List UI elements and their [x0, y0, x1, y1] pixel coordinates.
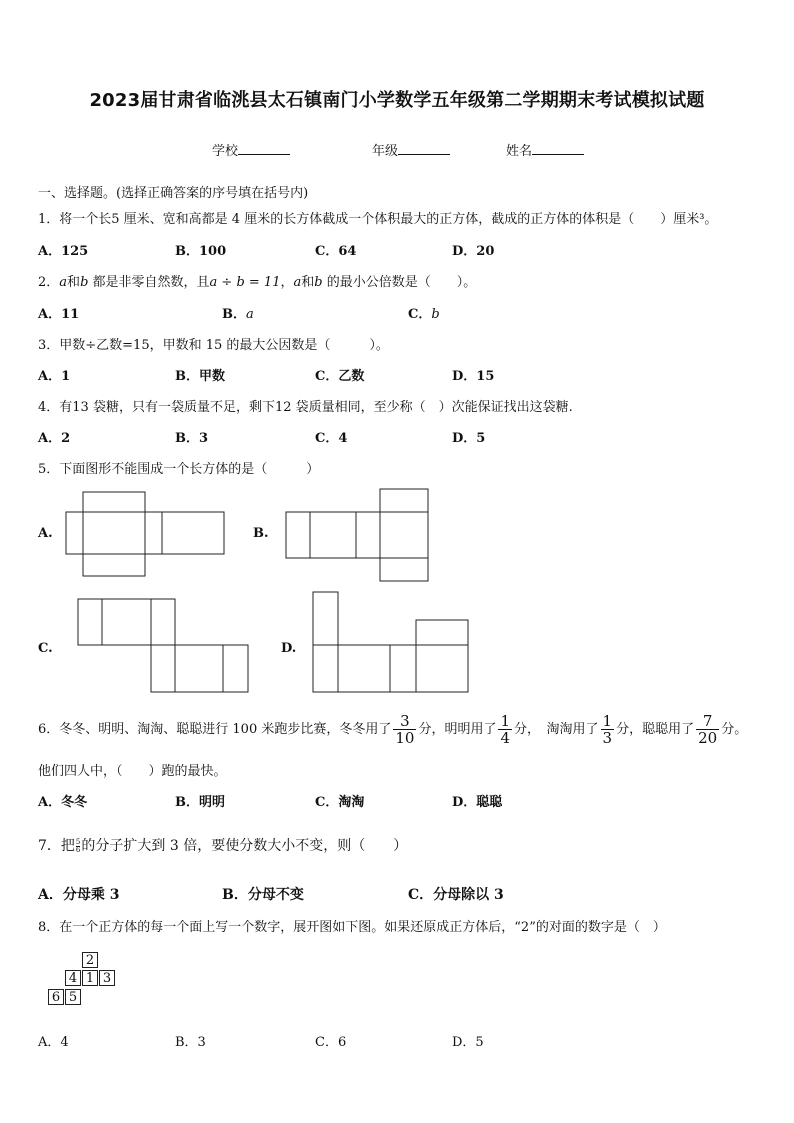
net-figure-d	[313, 592, 471, 694]
net-figure-c	[78, 599, 250, 694]
q3-option-c[interactable]: C．乙数	[315, 369, 365, 384]
net-d-face-1	[313, 645, 338, 692]
net-b-face-1	[286, 512, 310, 558]
name-blank[interactable]	[532, 142, 584, 155]
q4-option-d[interactable]: D．5	[452, 431, 486, 446]
name-label: 姓名	[506, 144, 533, 159]
net-cell-5: 5	[65, 989, 81, 1005]
net-c-face-4	[151, 645, 175, 692]
net-c-face-3	[151, 599, 175, 645]
fraction-7-20: $\frac{7}{20}$	[698, 712, 718, 747]
question-2: 2．a和b 都是非零自然数，且a ÷ b = 11，a和b 的最小公倍数是（ ）。	[38, 275, 477, 290]
q1-option-a[interactable]: A．125	[38, 244, 89, 259]
net-d-face-4	[416, 645, 468, 692]
school-field	[212, 140, 290, 159]
net-cell-3: 3	[99, 970, 115, 986]
net-d-upper-face	[416, 620, 468, 645]
q3-option-d[interactable]: D．15	[452, 369, 495, 384]
question-5: 5．下面图形不能围成一个长方体的是（ ）	[38, 462, 320, 477]
q1-option-d[interactable]: D．20	[452, 244, 495, 259]
question-1: 1．将一个长5 厘米、宽和高都是 4 厘米的长方体截成一个体积最大的正方体，截成的正方体的体积是（ ）厘米³。	[38, 212, 718, 227]
name-field	[506, 140, 584, 159]
net-c-face-2	[102, 599, 151, 645]
net-d-face-2	[338, 645, 390, 692]
net-a-front-face	[83, 512, 145, 554]
school-blank[interactable]	[238, 142, 290, 155]
net-figure-b	[286, 489, 430, 583]
section-heading: 一、选择题。(选择正确答案的序号填在括号内)	[38, 186, 309, 201]
q8-option-d[interactable]: D．5	[452, 1035, 484, 1050]
net-a-right-face	[145, 512, 162, 554]
q2-option-c[interactable]: C．b	[408, 307, 440, 322]
school-label: 学校	[212, 144, 239, 159]
q8-option-b[interactable]: B．3	[175, 1035, 206, 1050]
q6-option-b[interactable]: B．明明	[175, 795, 225, 810]
q2-option-a[interactable]: A．11	[38, 307, 80, 322]
question-4: 4．有13 袋糖，只有一袋质量不足，剩下12 袋质量相同，至少称（ ）次能保证找出这袋糖.	[38, 400, 573, 415]
q1-option-c[interactable]: C．64	[315, 244, 357, 259]
q5-option-a[interactable]: A.	[38, 526, 53, 541]
q6-option-d[interactable]: D．聪聪	[452, 795, 503, 810]
net-b-face-3	[356, 512, 380, 558]
q8-option-c[interactable]: C．6	[315, 1035, 347, 1050]
net-cell-2: 2	[82, 952, 98, 968]
net-a-back-face	[162, 512, 224, 554]
net-b-top-face	[380, 489, 428, 512]
q6-option-a[interactable]: A．冬冬	[38, 795, 88, 810]
grade-field	[372, 140, 450, 159]
q4-option-b[interactable]: B．3	[175, 431, 209, 446]
q8-option-a[interactable]: A．4	[38, 1035, 69, 1050]
q7-option-b[interactable]: B．分母不变	[222, 887, 304, 903]
net-c-face-5	[175, 645, 223, 692]
q4-option-a[interactable]: A．2	[38, 431, 71, 446]
net-c-face-1	[78, 599, 102, 645]
net-a-top-face	[83, 492, 145, 512]
fraction-1-4: $\frac{1}{4}$	[500, 712, 511, 747]
q3-option-b[interactable]: B．甲数	[175, 369, 225, 384]
net-b-face-2	[310, 512, 356, 558]
net-cell-4: 4	[65, 970, 81, 986]
grade-blank[interactable]	[398, 142, 450, 155]
q7-option-c[interactable]: C．分母除以 3	[408, 887, 504, 903]
fraction-5-6: $\frac{5}{6}$	[75, 837, 81, 854]
question-3: 3．甲数÷乙数=15，甲数和 15 的最大公因数是（ ）。	[38, 338, 389, 353]
net-b-bottom-face	[380, 558, 428, 581]
page-title: 2023届甘肃省临洮县太石镇南门小学数学五年级第二学期期末考试模拟试题	[89, 90, 705, 111]
grade-label: 年级	[372, 144, 399, 159]
q7-option-a[interactable]: A．分母乘 3	[38, 887, 120, 903]
net-d-top-face	[313, 592, 338, 645]
q5-option-c[interactable]: C.	[38, 641, 53, 656]
q2-option-b[interactable]: B．a	[222, 307, 254, 322]
net-cell-6: 6	[48, 989, 64, 1005]
question-6: 6．冬冬、明明、淘淘、聪聪进行 100 米跑步比赛，冬冬用了 $\frac{3}{10}$ 分，明明用了 $\frac{1}{4}$ 分， 淘淘用了 $\frac{1}{3}$ 分，聪聪用了 $\frac{7}{20}$ 分。	[38, 712, 748, 747]
fraction-3-10: $\frac{3}{10}$	[395, 712, 415, 747]
net-figure-a	[66, 492, 226, 578]
fraction-1-3: $\frac{1}{3}$	[602, 712, 613, 747]
q5-option-b[interactable]: B.	[253, 526, 269, 541]
net-d-face-3	[390, 645, 416, 692]
q4-option-c[interactable]: C．4	[315, 431, 348, 446]
question-7: 7．把 $\frac{5}{6}$的分子扩大到 3 倍，要使分数大小不变，则（ ）	[38, 837, 408, 854]
net-cell-1: 1	[82, 970, 98, 986]
net-c-face-6	[223, 645, 248, 692]
q5-option-d[interactable]: D.	[281, 641, 297, 656]
q3-option-a[interactable]: A．1	[38, 369, 71, 384]
net-b-face-4	[380, 512, 428, 558]
question-8: 8．在一个正方体的每一个面上写一个数字，展开图如下图。如果还原成正方体后，“2”的对面的数字是（ ）	[38, 920, 666, 935]
net-a-left-face	[66, 512, 83, 554]
question-6-line-2: 他们四人中，（ ）跑的最快。	[38, 764, 227, 779]
q1-option-b[interactable]: B．100	[175, 244, 227, 259]
q6-option-c[interactable]: C．淘淘	[315, 795, 365, 810]
q2-expression: a ÷ b = 11	[209, 275, 281, 290]
net-a-bottom-face	[83, 554, 145, 576]
